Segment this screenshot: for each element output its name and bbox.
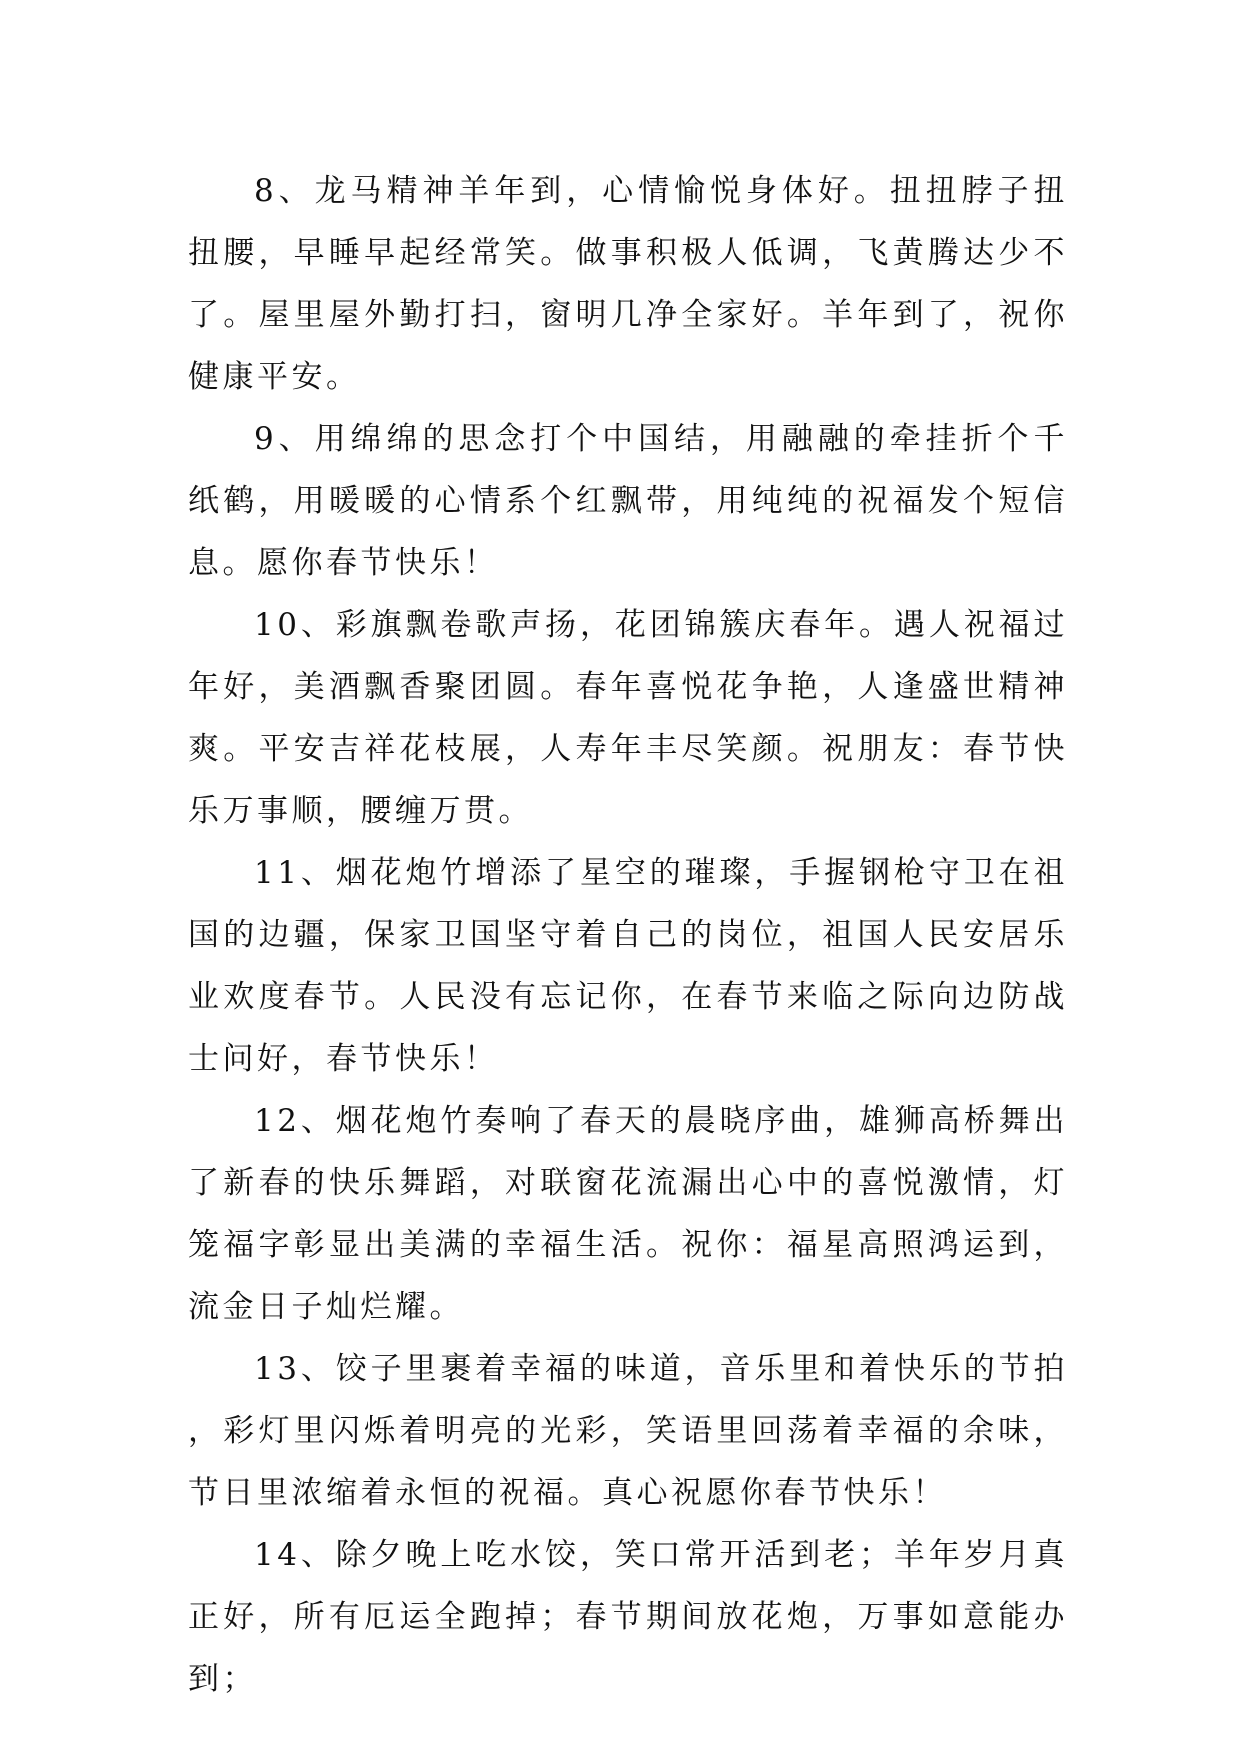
paragraph-8: 8、龙马精神羊年到，心情愉悦身体好。扭扭脖子扭扭腰，早睡早起经常笑。做事积极人低调，飞黄腾达少不了。屋里屋外勤打扫，窗明几净全家好。羊年到了，祝你健康平安。: [188, 173, 1068, 395]
paragraph-9: 9、用绵绵的思念打个中国结，用融融的牵挂折个千纸鹤，用暖暖的心情系个红飘带，用纯纯的祝福发个短信息。愿你春节快乐！: [188, 421, 1068, 581]
paragraph-10: 10、彩旗飘卷歌声扬，花团锦簇庆春年。遇人祝福过年好，美酒飘香聚团圆。春年喜悦花争艳，人逢盛世精神爽。平安吉祥花枝展，人寿年丰尽笑颜。祝朋友：春节快乐万事顺，腰缠万贯。: [188, 607, 1068, 829]
paragraph-13: 13、饺子里裹着幸福的味道，音乐里和着快乐的节拍，彩灯里闪烁着明亮的光彩，笑语里回荡着幸福的余味，节日里浓缩着永恒的祝福。真心祝愿你春节快乐！: [188, 1351, 1068, 1511]
document-body: [188, 160, 1068, 1710]
paragraph-11: 11、烟花炮竹增添了星空的璀璨，手握钢枪守卫在祖国的边疆，保家卫国坚守着自己的岗位，祖国人民安居乐业欢度春节。人民没有忘记你，在春节来临之际向边防战士问好，春节快乐！: [188, 855, 1068, 1077]
paragraph-14: 14、除夕晚上吃水饺，笑口常开活到老；羊年岁月真正好，所有厄运全跑掉；春节期间放花炮，万事如意能办到；: [188, 1537, 1068, 1697]
paragraph-12: 12、烟花炮竹奏响了春天的晨晓序曲，雄狮高桥舞出了新春的快乐舞蹈，对联窗花流漏出心中的喜悦激情，灯笼福字彰显出美满的幸福生活。祝你：福星高照鸿运到，流金日子灿烂耀。: [188, 1103, 1068, 1325]
